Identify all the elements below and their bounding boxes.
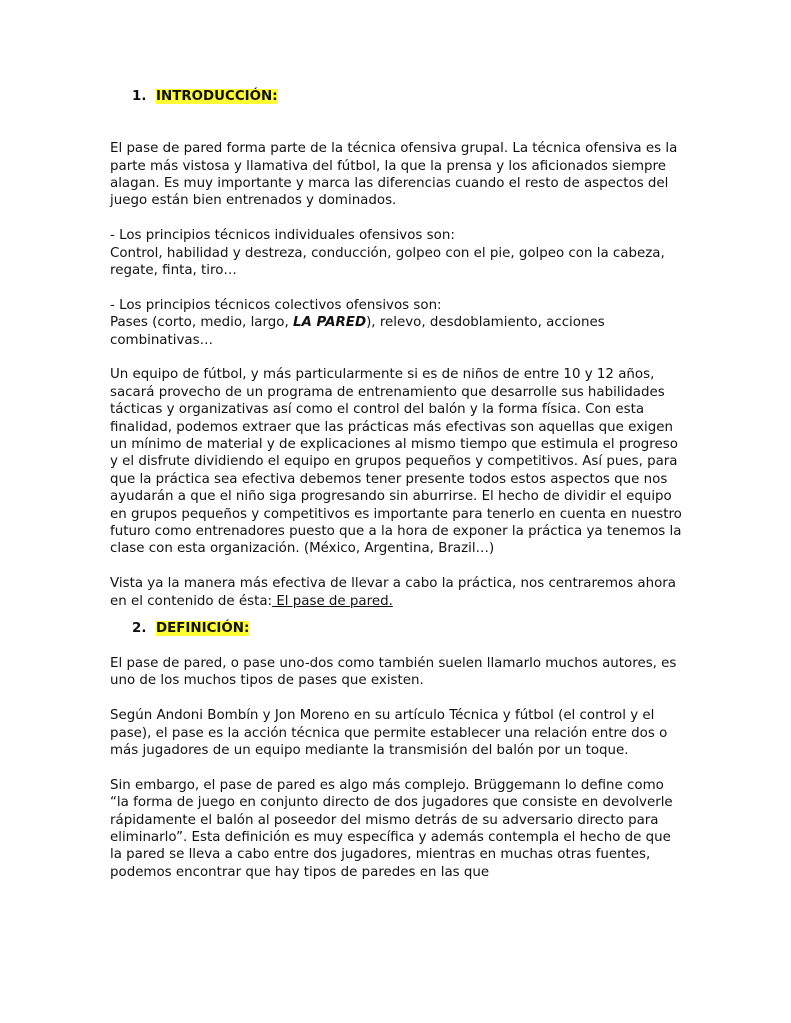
section-number: 2. [132, 621, 147, 637]
document-page [110, 88, 685, 881]
la-pared-emphasis: LA PARED [292, 315, 367, 331]
intro-paragraph-1: El pase de pared forma parte de la técnica ofensiva grupal. La técnica ofensiva es la parte más vistosa y llamativa del fútbol, la que la prensa y los aficionados siempre alagan. Es muy importante y marca las diferencias cuando el resto de aspectos del juego están bien entrenados y dominados. [110, 141, 678, 209]
pase-de-pared-underlined: El pase de pared. [272, 593, 393, 609]
intro-paragraph-5-text: Vista ya la manera más efectiva de llevar a cabo la práctica, nos centraremos ahora en el contenido de ésta: [110, 576, 677, 609]
collective-principles-list [110, 314, 685, 349]
collective-principles-post: ), relevo, desdoblamiento, acciones combinativas… [110, 315, 605, 348]
individual-principles-heading: - Los principios técnicos individuales ofensivos son: [110, 228, 455, 244]
section-heading-definicion [132, 620, 685, 637]
section-heading-introduccion [132, 88, 685, 105]
section-title: DEFINICIÓN: [156, 621, 250, 637]
individual-principles-list: Control, habilidad y destreza, conducción, golpeo con el pie, golpeo con la cabeza, regate, finta, tiro… [110, 245, 665, 279]
section-number: 1. [132, 89, 147, 104]
collective-principles-pre: Pases (corto, medio, largo, [110, 315, 293, 331]
intro-paragraph-5 [110, 575, 685, 610]
section-title: INTRODUCCIÓN: [156, 89, 278, 104]
collective-principles-heading: - Los principios técnicos colectivos ofensivos son: [110, 297, 442, 313]
definition-paragraph-1: El pase de pared, o pase uno-dos como también suelen llamarlo muchos autores, es uno de los muchos tipos de pases que existen. [110, 655, 677, 689]
definition-paragraph-2: Según Andoni Bombín y Jon Moreno en su artículo Técnica y fútbol (el control y el pase), el pase es la acción técnica que permite establecer una relación entre dos o más jugadores de un equipo mediante la transmisión del balón por un toque. [110, 708, 668, 758]
intro-paragraph-4: Un equipo de fútbol, y más particularmente si es de niños de entre 10 y 12 años, sacará provecho de un programa de entrenamiento que desarrolle sus habilidades tácticas y organizativas así como el control del balón y la forma física. Con esta finalidad, podemos extraer que las prácticas más efectivas son aquellas que exigen un mínimo de material y de explicaciones al mismo tiempo que estimula el progreso y el disfrute dividiendo el equipo en grupos pequeños y competitivos. Así pues, para que la práctica sea efectiva debemos tener presente todos estos aspectos que nos ayudarán a que el niño siga progresando sin aburrirse. El hecho de dividir el equipo en grupos pequeños y competitivos es importante para tenerlo en cuenta en nuestro futuro como entrenadores puesto que a la hora de exponer la práctica ya tenemos la clase con esta organización. (México, Argentina, Brazil…) [110, 367, 682, 557]
definition-paragraph-3: Sin embargo, el pase de pared es algo más complejo. Brüggemann lo define como “la forma de juego en conjunto directo de dos jugadores que consiste en devolverle rápidamente el balón al poseedor del mismo detrás de su adversario directo para eliminarlo”. Esta definición es muy específica y además contempla el hecho de que la pared se lleva a cabo entre dos jugadores, mientras en muchas otras fuentes, podemos encontrar que hay tipos de paredes en las que [110, 777, 673, 880]
